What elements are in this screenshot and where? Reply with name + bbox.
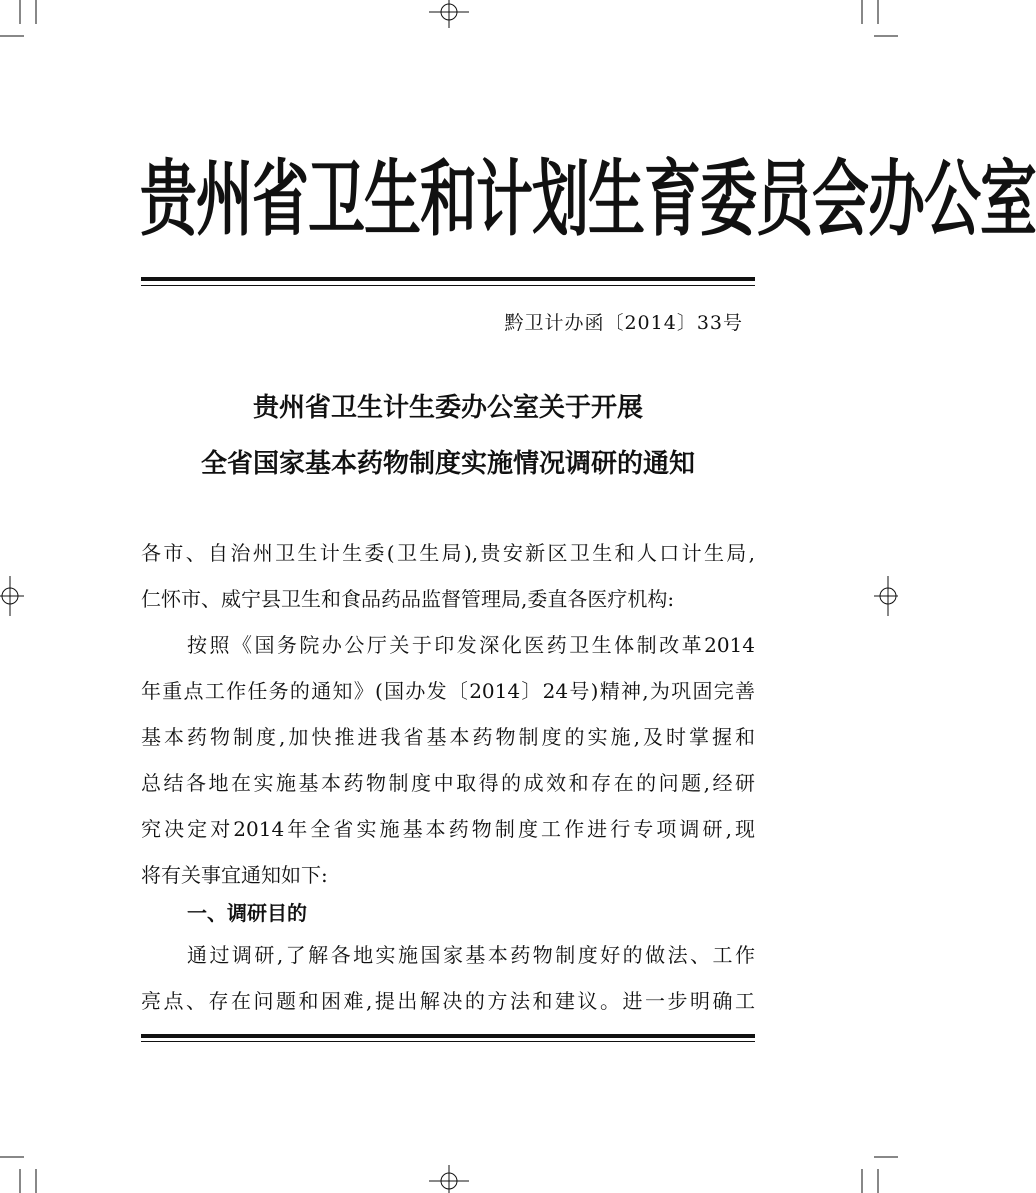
letterhead-rule-thin (141, 285, 755, 286)
crop-mark-bottom-left (0, 1157, 36, 1193)
registration-mark-bottom (429, 1165, 469, 1193)
section-heading: 一、调研目的 (187, 901, 307, 925)
addressee-line: 各市、自治州卫生计生委(卫生局),贵安新区卫生和人口计生局, (141, 541, 755, 565)
footer-rule-thick (141, 1034, 755, 1038)
document-number: 黔卫计办函〔2014〕33号 (504, 312, 743, 334)
registration-mark-top (429, 0, 469, 28)
paragraph-line: 亮点、存在问题和困难,提出解决的方法和建议。进一步明确工 (141, 989, 755, 1013)
addressee-line: 仁怀市、威宁县卫生和食品药品监督管理局,委直各医疗机构: (141, 587, 675, 611)
crop-mark-top-left (0, 0, 36, 36)
paragraph-line: 按照《国务院办公厅关于印发深化医药卫生体制改革2014 (187, 633, 755, 657)
organization-letterhead: 贵州省卫生和计划生育委员会办公室 (140, 152, 1036, 248)
paragraph-line: 通过调研,了解各地实施国家基本药物制度好的做法、工作 (187, 943, 755, 967)
paragraph-line: 基本药物制度,加快推进我省基本药物制度的实施,及时掌握和 (141, 725, 755, 749)
paragraph-line: 总结各地在实施基本药物制度中取得的成效和存在的问题,经研 (141, 771, 755, 795)
registration-mark-right (874, 576, 898, 616)
crop-mark-top-right (862, 0, 898, 36)
paragraph-line: 究决定对2014年全省实施基本药物制度工作进行专项调研,现 (141, 817, 755, 841)
letterhead-rule-thick (141, 277, 755, 281)
document-title-line-2: 全省国家基本药物制度实施情况调研的通知 (200, 449, 695, 479)
paragraph-line: 将有关事宜通知如下: (141, 863, 328, 887)
registration-mark-left (0, 576, 24, 616)
crop-mark-bottom-right (862, 1157, 898, 1193)
paragraph-line: 年重点工作任务的通知》(国办发〔2014〕24号)精神,为巩固完善 (141, 679, 755, 703)
footer-rule-thin (141, 1041, 755, 1042)
document-title-line-1: 贵州省卫生计生委办公室关于开展 (252, 393, 643, 423)
